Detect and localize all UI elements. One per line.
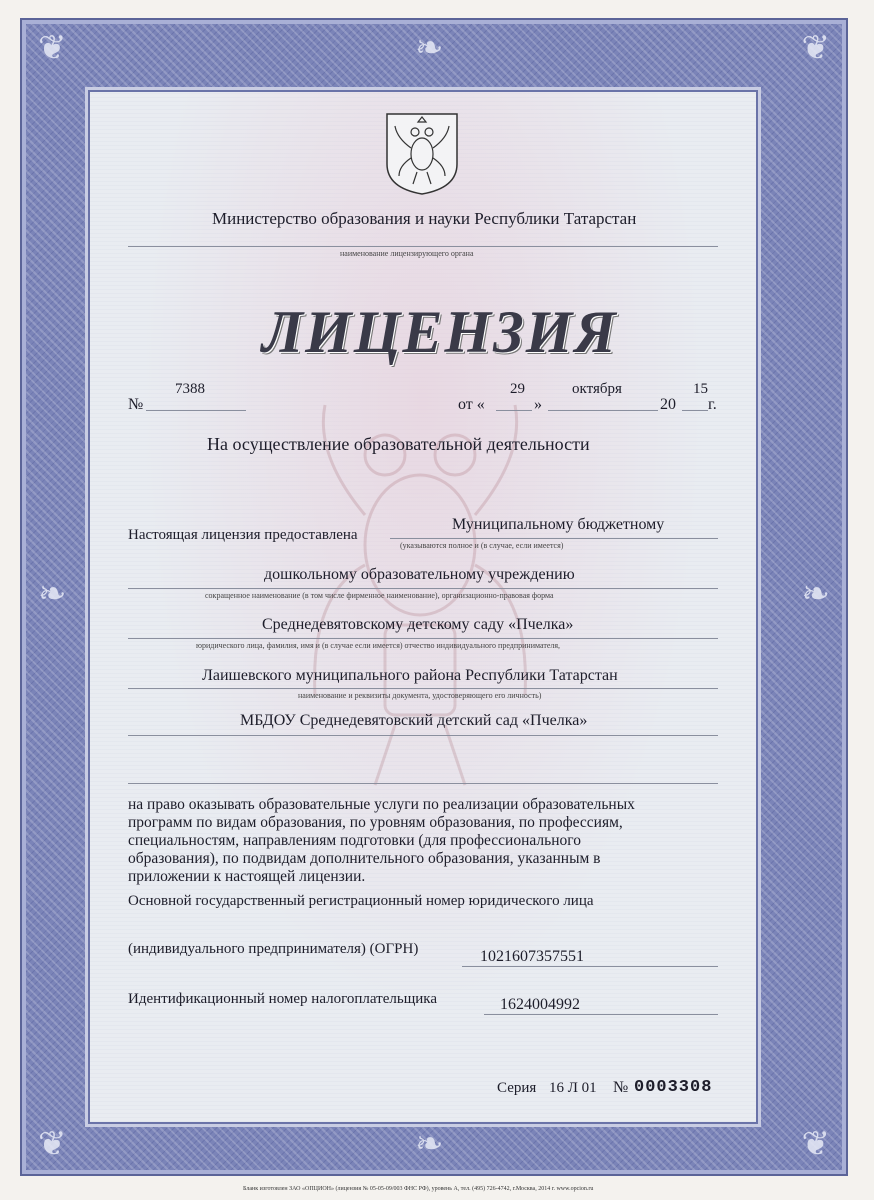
paragraph-line: приложении к настоящей лицензии. bbox=[128, 868, 366, 885]
date-year-suffix: 15 bbox=[693, 381, 708, 397]
underline bbox=[146, 410, 246, 411]
ornament-icon: ❦ bbox=[801, 30, 830, 67]
underline bbox=[548, 410, 658, 411]
underline bbox=[128, 638, 718, 639]
blank-number: 0003308 bbox=[634, 1078, 713, 1097]
underline bbox=[462, 966, 718, 967]
paragraph-line: программ по видам образования, по уровням образования, по профессиям, bbox=[128, 814, 623, 831]
ornament-icon: ❧ bbox=[38, 576, 67, 613]
underline bbox=[128, 783, 718, 784]
series-value: 16 Л 01 bbox=[549, 1080, 597, 1096]
licensing-authority: Министерство образования и науки Республики Татарстан bbox=[212, 209, 637, 228]
ornament-icon: ❦ bbox=[38, 1126, 67, 1163]
grantee-intro: Настоящая лицензия предоставлена bbox=[128, 527, 358, 543]
document-title: ЛИЦЕНЗИЯ bbox=[262, 299, 618, 365]
underline bbox=[128, 246, 718, 247]
authority-caption: наименование лицензирующего органа bbox=[340, 249, 474, 258]
grantee-short-name: МБДОУ Среднедевятовский детский сад «Пчелка» bbox=[240, 712, 588, 729]
paragraph-line: образования), по подвидам дополнительного образования, указанным в bbox=[128, 850, 601, 867]
date-month: октября bbox=[572, 381, 622, 397]
underline bbox=[682, 410, 708, 411]
field-caption: наименование и реквизиты документа, удостоверяющего его личность) bbox=[298, 691, 542, 700]
printer-imprint: Бланк изготовлен ЗАО «ОПЦИОН» (лицензия № 05-05-09/003 ФНС РФ), уровень А, тел. (495) 726-4742, г.Москва, 2014 г. www.opcion.ru bbox=[243, 1186, 594, 1192]
grantee-line: Муниципальному бюджетному bbox=[452, 516, 665, 533]
ogrn-label-line1: Основной государственный регистрационный номер юридического лица bbox=[128, 893, 594, 909]
underline bbox=[128, 588, 718, 589]
ornament-icon: ❧ bbox=[415, 30, 444, 67]
ornament-icon: ❦ bbox=[38, 30, 67, 67]
inn-label: Идентификационный номер налогоплательщика bbox=[128, 991, 438, 1007]
license-number: 7388 bbox=[175, 381, 205, 397]
ornament-icon: ❧ bbox=[415, 1126, 444, 1163]
paragraph-line: на право оказывать образовательные услуги по реализации образовательных bbox=[128, 796, 635, 813]
date-year-prefix: 20 bbox=[660, 396, 676, 413]
blank-number-label: № bbox=[613, 1079, 629, 1096]
ogrn-label-line2: (индивидуального предпринимателя) (ОГРН) bbox=[128, 941, 419, 957]
paragraph-line: специальностям, направлениям подготовки (для профессионального bbox=[128, 832, 581, 849]
underline bbox=[390, 538, 718, 539]
underline bbox=[484, 1014, 718, 1015]
field-caption: сокращенное наименование (в том числе фирменное наименование), организационно-правовая форма bbox=[205, 591, 554, 600]
grantee-line: Среднедевятовскому детскому саду «Пчелка» bbox=[262, 616, 574, 633]
date-day: 29 bbox=[510, 381, 525, 397]
underline bbox=[128, 735, 718, 736]
ogrn-value: 1021607357551 bbox=[480, 948, 584, 965]
rights-paragraph bbox=[128, 796, 718, 886]
number-label: № bbox=[128, 396, 144, 413]
inn-value: 1624004992 bbox=[500, 996, 580, 1013]
date-close-quote: » bbox=[534, 396, 542, 413]
underline bbox=[496, 410, 532, 411]
field-caption: (указываются полное и (в случае, если имеется) bbox=[400, 541, 564, 550]
grantee-line: Лаишевского муниципального района Республики Татарстан bbox=[202, 667, 618, 684]
field-caption: юридического лица, фамилия, имя и (в случае если имеется) отчество индивидуального предпринимателя, bbox=[196, 641, 561, 650]
date-year-mark: г. bbox=[708, 396, 717, 413]
ornament-icon: ❦ bbox=[801, 1126, 830, 1163]
grantee-line: дошкольному образовательному учреждению bbox=[264, 566, 575, 583]
series-label: Серия bbox=[497, 1080, 537, 1096]
coat-of-arms-icon bbox=[385, 112, 459, 196]
license-purpose: На осуществление образовательной деятельности bbox=[207, 434, 590, 454]
ornament-icon: ❧ bbox=[801, 576, 830, 613]
date-from: от « bbox=[458, 396, 485, 413]
underline bbox=[128, 688, 718, 689]
